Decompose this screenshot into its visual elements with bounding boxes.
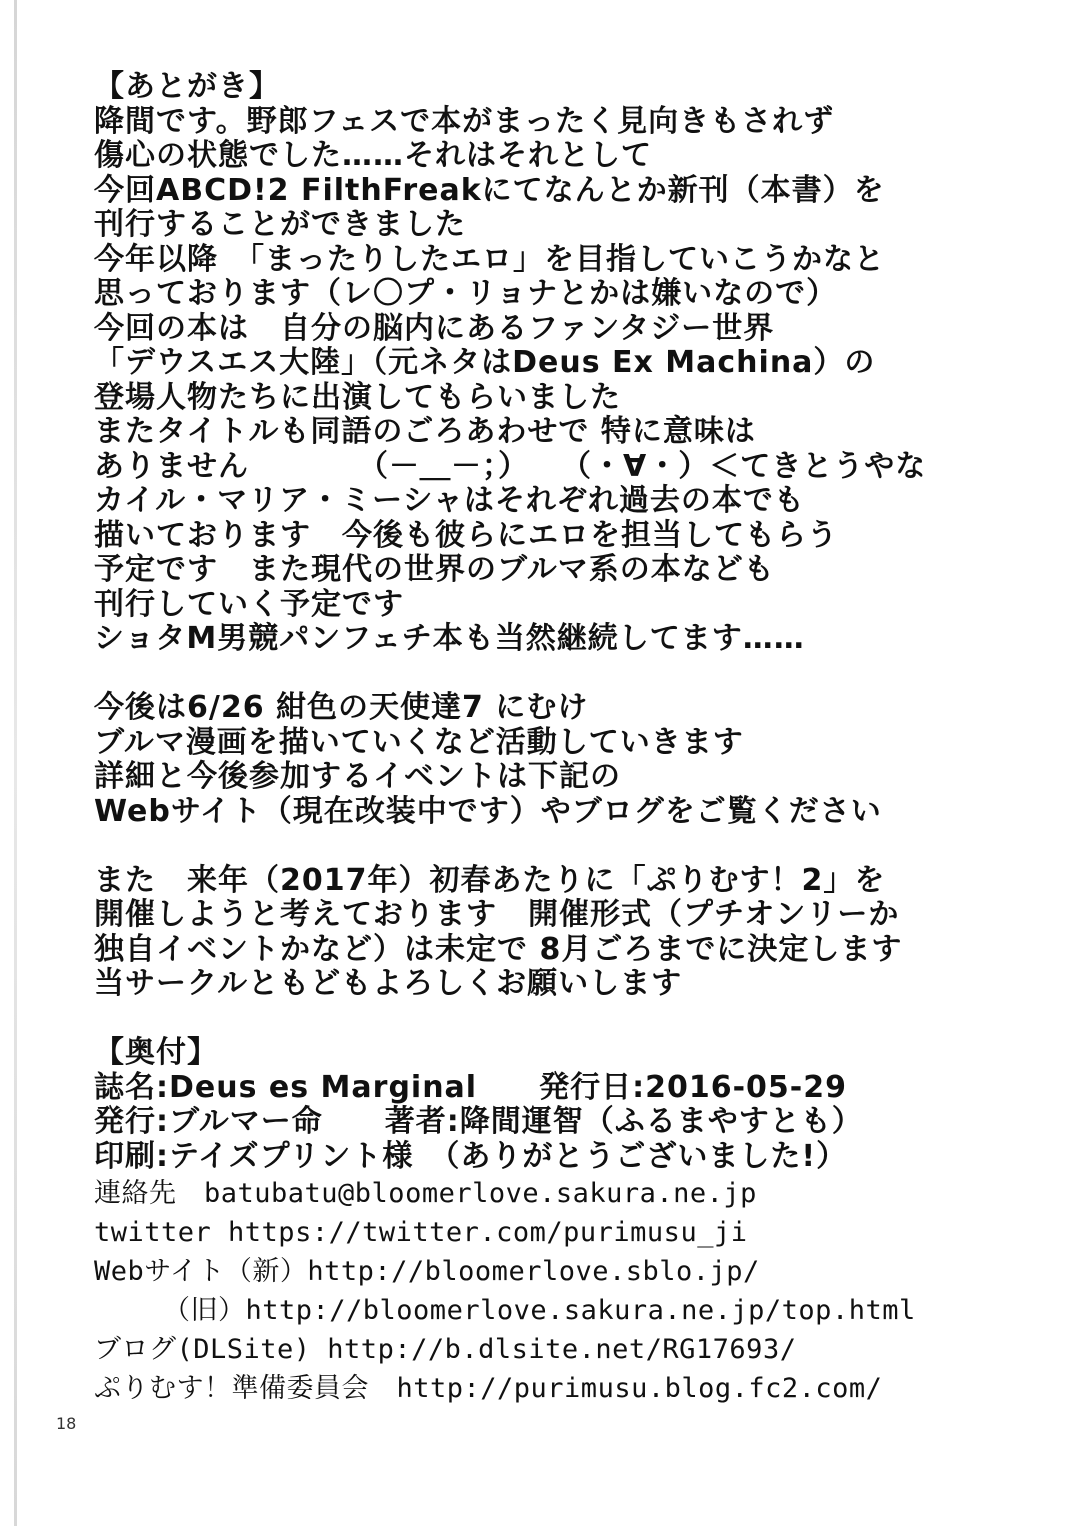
contact-line: twitter https://twitter.com/purimusu_ji xyxy=(94,1217,748,1248)
paragraph-gap xyxy=(94,657,1034,692)
afterword-line: 描いております 今後も彼らにエロを担当してもらう xyxy=(94,517,838,553)
afterword-line: ショタM男競パンフェチ本も当然継続してます…… xyxy=(94,621,805,656)
afterword-line: 今年以降 「まったりしたエロ」を目指していこうかなと xyxy=(94,241,885,277)
afterword-heading: 【あとがき】 xyxy=(94,69,280,104)
afterword-line: またタイトルも同語のごろあわせで 特に意味は xyxy=(94,414,756,449)
colophon-section xyxy=(94,1036,1034,1408)
paragraph-gap xyxy=(94,1002,1034,1037)
afterword-line: ありません （－＿－；） （・∀・）＜てきとうやな xyxy=(94,448,927,484)
afterword-line: 傷心の状態でした……それはそれとして xyxy=(94,138,652,173)
afterword-line: 思っております（レ〇プ・リョナとかは嫌いなので） xyxy=(94,276,838,311)
colophon-heading: 【奥付】 xyxy=(94,1035,218,1070)
page-edge-shadow xyxy=(14,0,17,1526)
afterword-line: 登場人物たちに出演してもらいました xyxy=(94,379,621,415)
plans-line: 今後は6/26 紺色の天使達7 にむけ xyxy=(94,690,589,725)
afterword-line: 降間です。野郎フェスで本がまったく見向きもされず xyxy=(94,103,835,139)
page-number: 18 xyxy=(56,1414,77,1433)
colophon-line: 誌名:Deus es Marginal 発行日:2016-05-29 xyxy=(94,1069,847,1105)
afterword-line: 予定です また現代の世界のブルマ系の本なども xyxy=(94,552,775,587)
afterword-line: 「デウスエス大陸」（元ネタはDeus Ex Machina）の xyxy=(94,345,876,380)
contact-line: （旧）http://bloomerlove.sakura.ne.jp/top.html xyxy=(94,1295,916,1326)
event-line: また 来年（2017年）初春あたりに「ぷりむす！2」を xyxy=(94,862,886,898)
paragraph-gap xyxy=(94,829,1034,864)
afterword-line: 刊行することができました xyxy=(94,207,466,242)
plans-line: ブルマ漫画を描いていくなど活動していきます xyxy=(94,724,744,760)
afterword-line: 刊行していく予定です xyxy=(94,586,404,622)
event-line: 開催しようと考えております 開催形式（プチオンリーか xyxy=(94,897,900,932)
afterword-section xyxy=(94,70,1034,1036)
plans-line: Webサイト（現在改装中です）やブログをご覧ください xyxy=(94,793,882,829)
afterword-line: 今回の本は 自分の脳内にあるファンタジー世界 xyxy=(94,310,775,346)
plans-line: 詳細と今後参加するイベントは下記の xyxy=(94,759,621,794)
contact-line: ブログ(DLSite) http://b.dlsite.net/RG17693/ xyxy=(94,1334,797,1365)
contact-line: ぷりむす！準備委員会 http://purimusu.blog.fc2.com/ xyxy=(94,1373,883,1404)
contact-line: Webサイト（新）http://bloomerlove.sblo.jp/ xyxy=(94,1256,760,1287)
afterword-line: 今回ABCD!2 FilthFreakにてなんとか新刊（本書）を xyxy=(94,172,885,208)
event-line: 独自イベントかなど）は未定で 8月ごろまでに決定します xyxy=(94,931,903,967)
event-line: 当サークルともどもよろしくお願いします xyxy=(94,966,683,1001)
colophon-line: 発行:ブルマー命 著者:降間運智（ふるまやすとも） xyxy=(94,1104,863,1139)
afterword-line: カイル・マリア・ミーシャはそれぞれ過去の本でも xyxy=(94,483,805,518)
document-page xyxy=(94,70,1034,1408)
colophon-line: 印刷:テイズプリント様 （ありがとうございました!） xyxy=(94,1138,848,1174)
contact-line: 連絡先 batubatu@bloomerlove.sakura.ne.jp xyxy=(94,1178,757,1209)
